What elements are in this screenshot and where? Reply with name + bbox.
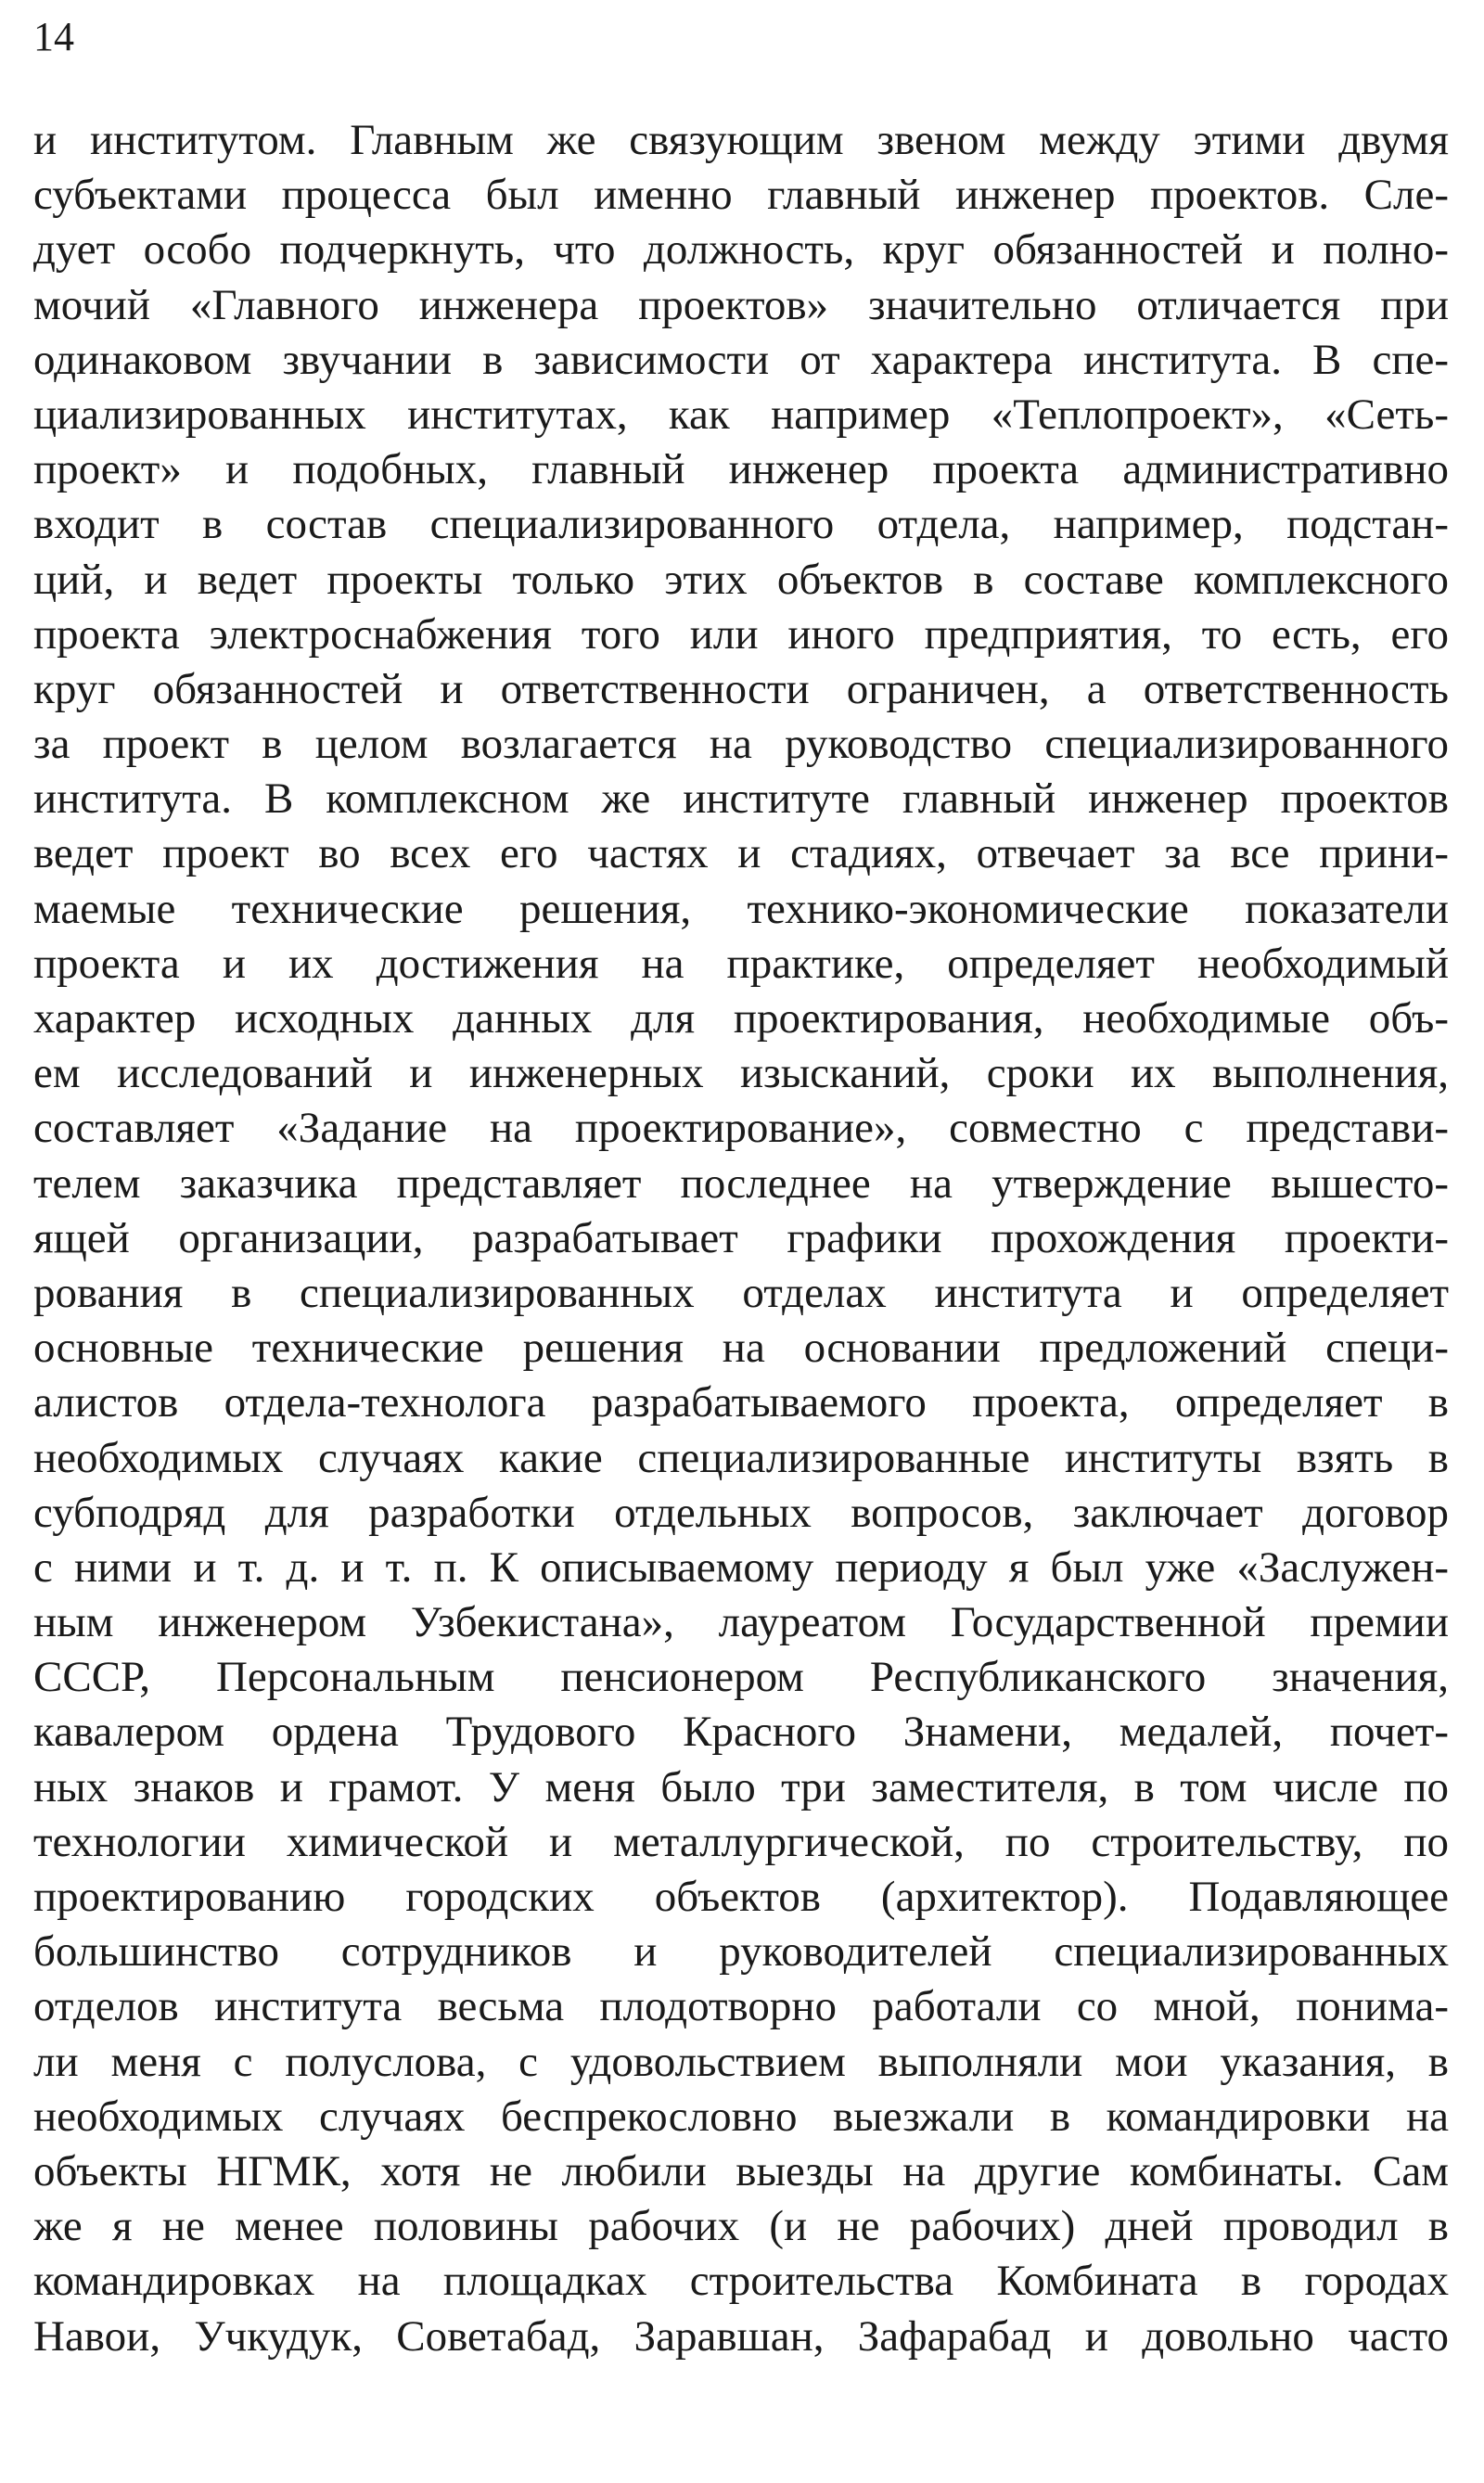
text-line: ящей организации, разрабатывает графики прохождения проекти-: [33, 1213, 1449, 1262]
text-line: большинство сотрудников и руководителей специализированных: [33, 1927, 1449, 1977]
text-line: алистов отдела-технолога разрабатываемого проекта, определяет в: [33, 1378, 1449, 1427]
text-line: рования в специализированных отделах института и определяет: [33, 1268, 1449, 1317]
body-text: [33, 113, 1449, 2364]
text-line: проекта и их достижения на практике, определяет необходимый: [33, 939, 1449, 988]
text-line: проектированию городских объектов (архитектор). Подавляющее: [33, 1873, 1449, 1921]
text-line: составляет «Задание на проектирование», совместно с представи-: [33, 1104, 1449, 1153]
text-line: субъектами процесса был именно главный инженер проектов. Сле-: [33, 171, 1449, 220]
text-line: телем заказчика представляет последнее на утверждение вышесто-: [33, 1158, 1449, 1208]
text-line: СССР, Персональным пенсионером Республиканского значения,: [33, 1653, 1449, 1702]
text-line: же я не менее половины рабочих (и не рабочих) дней проводил в: [33, 2202, 1449, 2251]
text-line: ций, и ведет проекты только этих объектов в составе комплексного: [33, 555, 1449, 604]
text-line: ли меня с полуслова, с удовольствием выполняли мои указания, в: [33, 2037, 1449, 2086]
text-line: мочий «Главного инженера проектов» значительно отличается при: [33, 280, 1449, 329]
text-line: круг обязанностей и ответственности ограничен, а ответственность: [33, 664, 1449, 713]
text-line: субподряд для разработки отдельных вопросов, заключает договор: [33, 1488, 1449, 1537]
text-line: необходимых случаях беспрекословно выезжали в командировки на: [33, 2092, 1449, 2141]
text-line: дует особо подчеркнуть, что должность, круг обязанностей и полно-: [33, 225, 1449, 275]
text-line: входит в состав специализированного отдела, например, подстан-: [33, 500, 1449, 549]
text-line: одинаковом звучании в зависимости от характера института. В спе-: [33, 335, 1449, 384]
text-line: циализированных институтах, как например «Теплопроект», «Сеть-: [33, 390, 1449, 439]
text-line: института. В комплексном же институте главный инженер проектов: [33, 774, 1449, 824]
text-line: командировках на площадках строительства Комбината в городах: [33, 2257, 1449, 2306]
text-line: с ними и т. д. и т. п. К описываемому периоду я был уже «Заслужен-: [33, 1542, 1449, 1592]
text-line: отделов института весьма плодотворно работали со мной, понима-: [33, 1982, 1449, 2031]
text-line: маемые технические решения, технико-экономические показатели: [33, 884, 1449, 933]
text-line: проект» и подобных, главный инженер проекта административно: [33, 445, 1449, 494]
text-line: ем исследований и инженерных изысканий, сроки их выполнения,: [33, 1049, 1449, 1098]
text-line: проекта электроснабжения того или иного предприятия, то есть, его: [33, 609, 1449, 659]
text-line: объекты НГМК, хотя не любили выезды на другие комбинаты. Сам: [33, 2146, 1449, 2195]
text-line: характер исходных данных для проектирования, необходимые объ-: [33, 994, 1449, 1043]
text-line: и институтом. Главным же связующим звеном между этими двумя: [33, 116, 1449, 164]
text-line: за проект в целом возлагается на руководство специализированного: [33, 720, 1449, 769]
text-line: ных знаков и грамот. У меня было три заместителя, в том числе по: [33, 1762, 1449, 1811]
text-line: кавалером ордена Трудового Красного Знамени, медалей, почет-: [33, 1708, 1449, 1757]
text-line: технологии химической и металлургической, по строительству, по: [33, 1817, 1449, 1866]
text-line: ведет проект во всех его частях и стадиях, отвечает за все прини-: [33, 829, 1449, 878]
text-line: ным инженером Узбекистана», лауреатом Государственной премии: [33, 1598, 1449, 1647]
text-line: Навои, Учкудук, Советабад, Заравшан, Зафарабад и довольно часто: [33, 2311, 1449, 2361]
page-number: 14: [33, 14, 74, 59]
text-line: основные технические решения на основании предложений специ-: [33, 1324, 1449, 1373]
text-line: необходимых случаях какие специализированные институты взять в: [33, 1433, 1449, 1482]
